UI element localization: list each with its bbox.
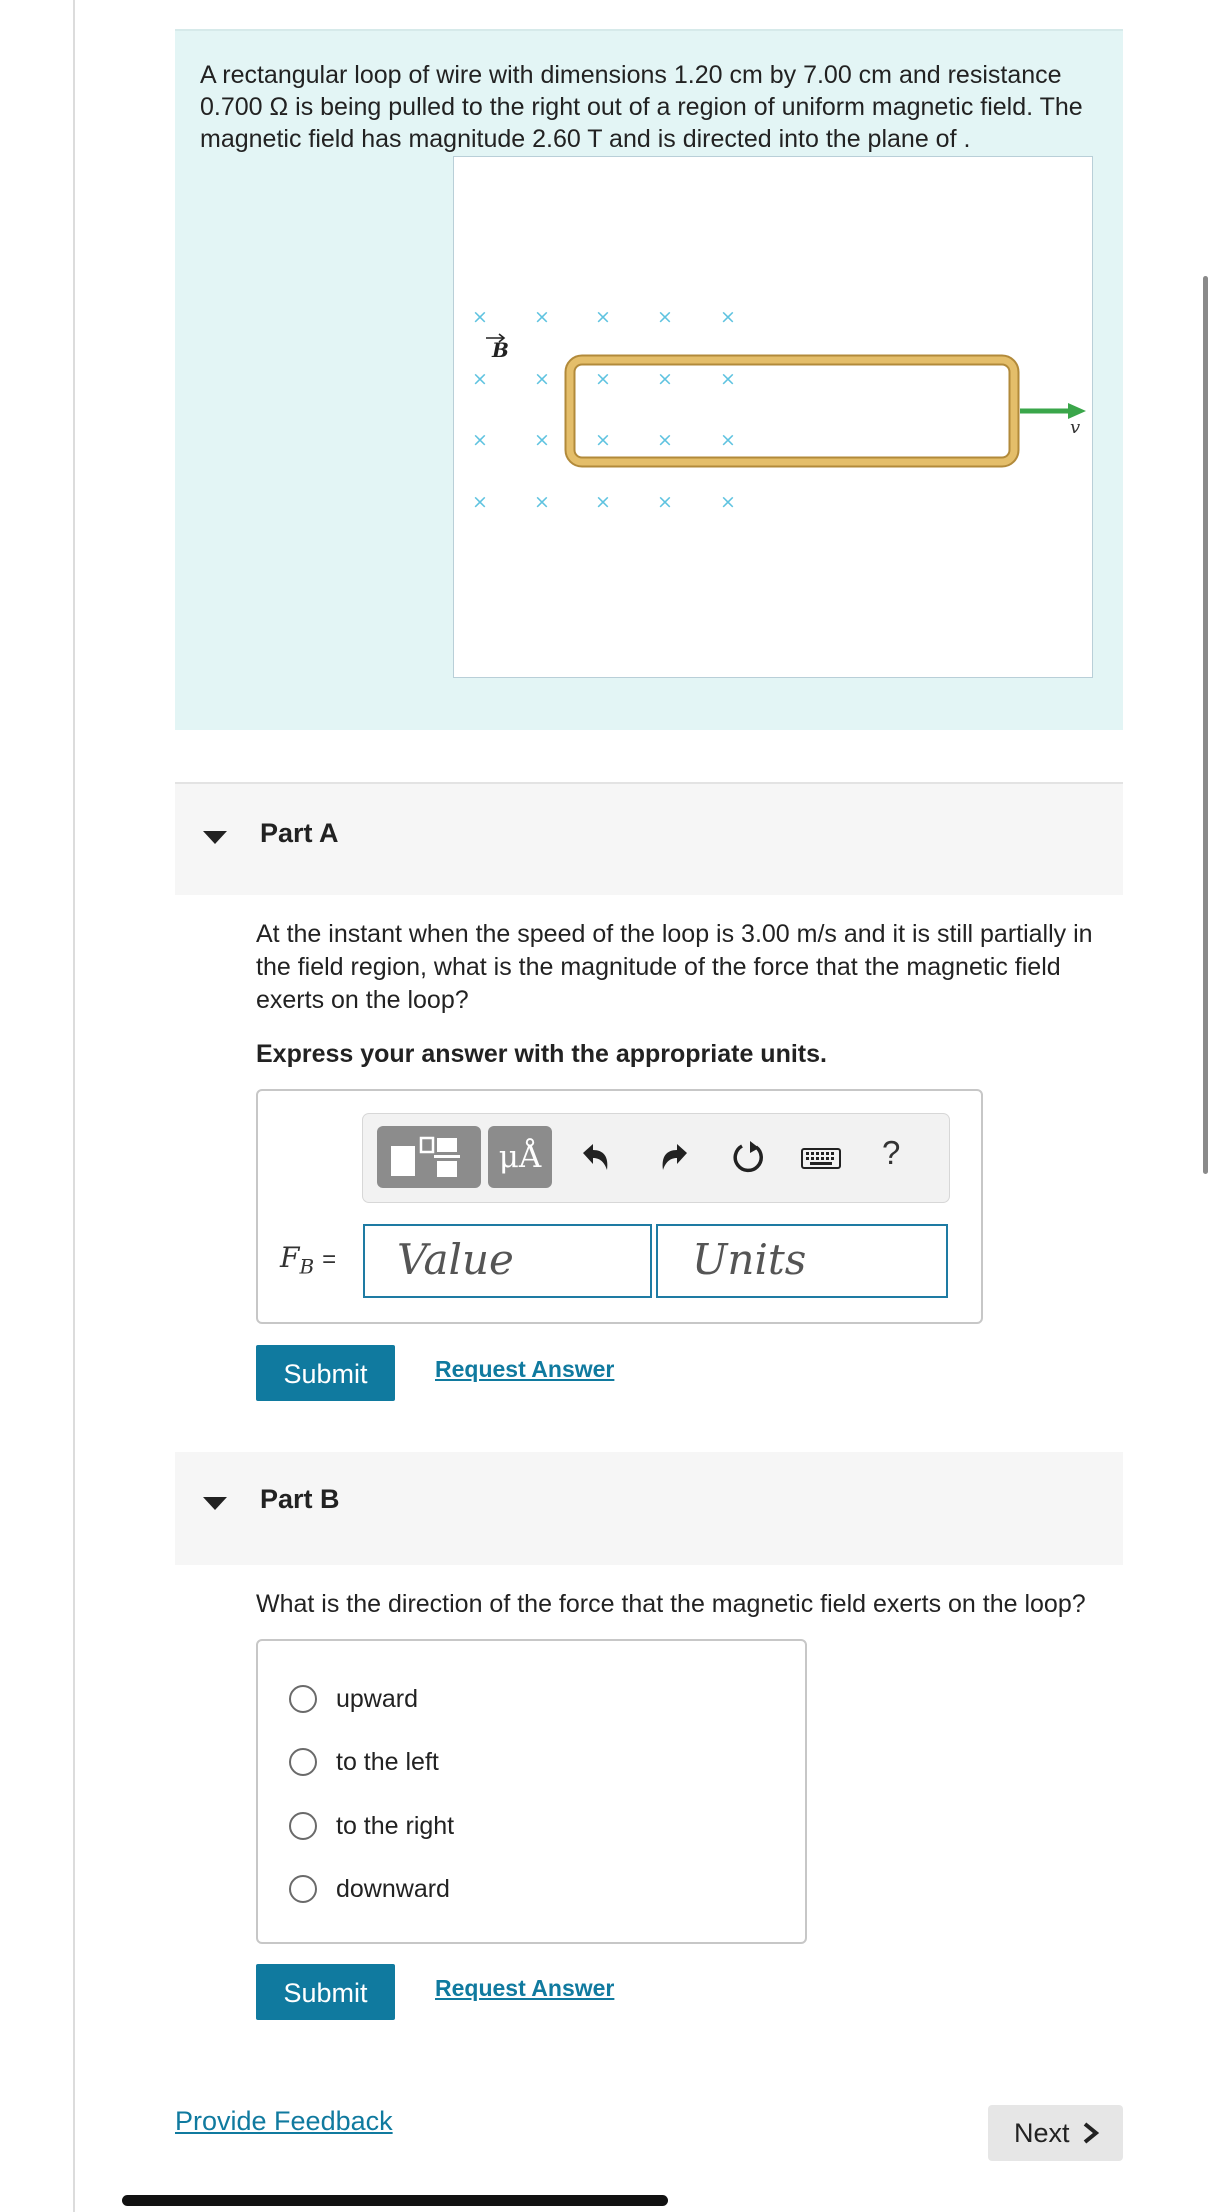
loop-diagram [454,157,1094,679]
field-into-page-mark: × [720,368,736,390]
choice-label: downward [336,1875,450,1903]
part-a-request-answer-link[interactable]: Request Answer [435,1356,615,1382]
field-into-page-mark: × [472,368,488,390]
wire-loop-outline [570,360,1014,462]
field-into-page-mark: × [595,491,611,513]
part-a-header[interactable] [175,782,1123,895]
part-a-question: At the instant when the speed of the loop is 3.00 m/s and it is still partially in the field region, what is the magnitude of the force that the magnetic field exerts on the loop? [256,920,1093,1014]
next-label: Next [1014,2118,1070,2148]
templates-button[interactable] [377,1126,481,1188]
field-into-page-mark: × [472,491,488,513]
scrollbar[interactable] [1203,276,1208,1174]
radio-button[interactable] [289,1812,317,1840]
units-input[interactable]: Units [656,1224,948,1298]
direction-choices [256,1639,807,1944]
math-toolbar [362,1113,950,1203]
radio-button[interactable] [289,1875,317,1903]
field-into-page-mark: × [534,429,550,451]
velocity-label: v [1070,417,1081,438]
variable-symbol: F [280,1241,300,1274]
choice-label: upward [336,1685,418,1713]
field-into-page-mark: × [595,368,611,390]
part-b-submit-button[interactable]: Submit [256,1964,395,2020]
chevron-right-icon [1082,2122,1100,2144]
field-into-page-mark: × [534,491,550,513]
part-b-title: Part B [260,1484,340,1514]
reset-icon[interactable] [726,1136,770,1180]
value-input[interactable]: Value [363,1224,652,1298]
next-button[interactable] [988,2105,1123,2161]
choice-label: to the left [336,1748,439,1776]
field-label: B [492,338,509,362]
field-into-page-mark: × [534,368,550,390]
units-button[interactable]: μÅ [488,1126,552,1188]
part-a-submit-button[interactable]: Submit [256,1345,395,1401]
part-b-request-answer-link[interactable]: Request Answer [435,1975,615,2001]
field-into-page-mark: × [657,368,673,390]
help-icon[interactable]: ? [882,1134,901,1171]
intro-text: A rectangular loop of wire with dimensions 1.20 cm by 7.00 cm and resistance 0.700 Ω is being pulled to the right out of a region of uniform magnetic field. The magnetic field has magnitude 2.60 T and is directed into the plane of . [200,61,1083,153]
part-a-instruction: Express your answer with the appropriate units. [256,1040,827,1068]
field-into-page-mark: × [472,306,488,328]
force-variable-label [280,1241,336,1279]
field-into-page-mark: × [595,429,611,451]
collapse-caret-icon[interactable] [203,831,227,844]
answer-box [256,1089,983,1324]
field-into-page-mark: × [720,429,736,451]
undo-icon[interactable] [573,1136,617,1180]
provide-feedback-link[interactable]: Provide Feedback [175,2106,393,2136]
magnetic-field-marks [472,306,736,513]
equals-sign: = [322,1246,337,1273]
field-into-page-mark: × [657,306,673,328]
redo-icon[interactable] [653,1136,697,1180]
field-into-page-mark: × [595,306,611,328]
templates-icon [377,1126,481,1188]
part-b-question: What is the direction of the force that the magnetic field exerts on the loop? [256,1590,1086,1618]
field-into-page-mark: × [657,491,673,513]
part-b-header[interactable] [175,1452,1123,1565]
radio-button[interactable] [289,1685,317,1713]
wire-loop [570,360,1014,462]
field-into-page-mark: × [534,306,550,328]
field-into-page-mark: × [720,491,736,513]
variable-subscript: B [299,1254,315,1279]
home-indicator [122,2195,668,2206]
left-divider [73,0,75,2212]
problem-intro [175,29,1123,730]
field-into-page-mark: × [657,429,673,451]
keyboard-icon[interactable] [800,1136,842,1180]
field-into-page-mark: × [720,306,736,328]
radio-button[interactable] [289,1748,317,1776]
loop-figure [453,156,1093,678]
choice-label: to the right [336,1812,455,1840]
collapse-caret-icon[interactable] [203,1497,227,1510]
field-into-page-mark: × [472,429,488,451]
part-a-title: Part A [260,818,339,848]
